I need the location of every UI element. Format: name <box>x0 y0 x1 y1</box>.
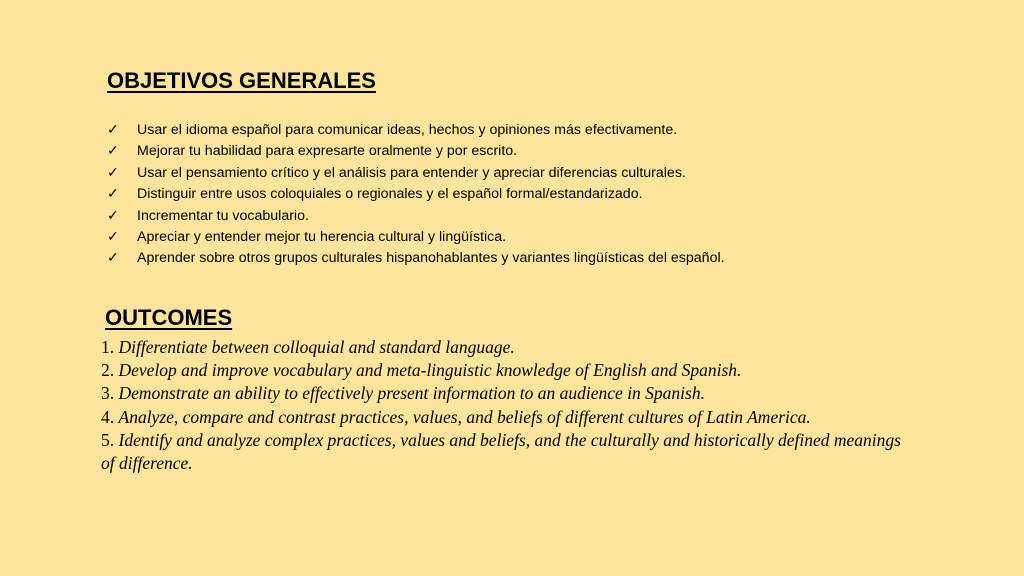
outcome-text: Develop and improve vocabulary and meta-linguistic knowledge of English and Spanish. <box>118 360 742 381</box>
list-item-text: Usar el idioma español para comunicar ideas, hechos y opiniones más efectivamente. <box>137 122 678 138</box>
list-item <box>101 382 901 405</box>
list-item <box>101 359 901 382</box>
outcome-text: Identify and analyze complex practices, values and beliefs, and the culturally and historically defined meanings of difference. <box>101 429 901 474</box>
checkmark-icon: ✓ <box>107 142 119 159</box>
checkmark-icon: ✓ <box>107 206 119 223</box>
outcome-number: 4. <box>101 406 115 427</box>
list-item-text: Distinguir entre usos coloquiales o regionales y el español formal/estandarizado. <box>137 186 643 203</box>
list-item <box>107 247 725 268</box>
checkmark-icon: ✓ <box>107 228 119 245</box>
list-item <box>101 336 901 359</box>
checkmark-icon: ✓ <box>107 163 119 180</box>
outcome-text: Analyze, compare and contrast practices, values, and beliefs of different cultures of Latin America. <box>118 406 811 427</box>
list-item <box>107 226 725 247</box>
checkmark-icon: ✓ <box>107 121 119 137</box>
objetivos-list <box>107 119 725 269</box>
list-item <box>107 119 725 140</box>
outcome-text: Demonstrate an ability to effectively present information to an audience in Spanish. <box>118 383 705 404</box>
outcomes-title: OUTCOMES <box>105 305 233 330</box>
outcome-number: 3. <box>101 383 115 404</box>
checkmark-icon: ✓ <box>107 249 119 266</box>
list-item-text: Incrementar tu vocabulario. <box>137 207 309 224</box>
outcome-text: Differentiate between colloquial and standard language. <box>118 337 515 357</box>
outcome-number: 1. <box>101 337 115 357</box>
list-item-text: Usar el pensamiento crítico y el análisis para entender y apreciar diferencias culturales. <box>137 164 686 181</box>
list-item-text: Mejorar tu habilidad para expresarte oralmente y por escrito. <box>137 143 518 160</box>
list-item <box>101 406 901 429</box>
checkmark-icon: ✓ <box>107 185 119 202</box>
list-item-text: Apreciar y entender mejor tu herencia cultural y lingüística. <box>137 229 507 246</box>
list-item <box>107 162 725 183</box>
list-item <box>101 429 901 475</box>
objetivos-title: OBJETIVOS GENERALES <box>107 68 376 93</box>
outcomes-list <box>101 336 901 475</box>
list-item <box>107 183 725 204</box>
outcome-number: 5. <box>101 429 115 450</box>
list-item <box>107 205 725 226</box>
outcome-number: 2. <box>101 360 115 381</box>
list-item-text: Aprender sobre otros grupos culturales hispanohablantes y variantes lingüísticas del español. <box>137 250 725 267</box>
list-item <box>107 140 725 161</box>
